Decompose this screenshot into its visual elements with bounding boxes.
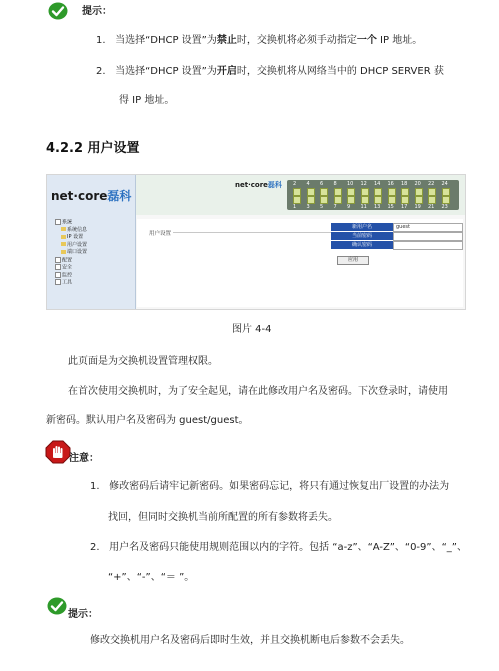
form-field-label: 当前密码 bbox=[331, 232, 393, 240]
switch-port bbox=[442, 188, 450, 196]
switch-port bbox=[361, 196, 369, 204]
text-run-bold: 开启 bbox=[216, 66, 237, 77]
nav-tree-label: 端口设置 bbox=[67, 249, 88, 255]
logo-text: net·core bbox=[235, 181, 268, 189]
tip-item-2-cont: 得 IP 地址。 bbox=[119, 95, 175, 106]
section-heading bbox=[46, 137, 140, 156]
port-number-label: 23 bbox=[441, 204, 448, 210]
switch-port bbox=[293, 196, 301, 204]
item-number: 1. bbox=[90, 481, 100, 492]
switch-port bbox=[320, 188, 328, 196]
port-number-label: 22 bbox=[428, 181, 435, 187]
logo-cn: 磊科 bbox=[107, 189, 132, 203]
figure-caption: 图片 4-4 bbox=[232, 324, 272, 335]
switch-port bbox=[334, 196, 342, 204]
port-number-label: 9 bbox=[347, 204, 351, 210]
page-icon bbox=[61, 227, 66, 231]
switch-port bbox=[307, 188, 315, 196]
nav-tree-item[interactable] bbox=[55, 219, 72, 226]
port-number-label: 19 bbox=[414, 204, 421, 210]
nav-tree-label: 系统 bbox=[62, 219, 73, 226]
port-number-label: 5 bbox=[320, 204, 324, 210]
note-item-1-line-1 bbox=[90, 480, 449, 494]
paragraph-2-line-1: 在首次使用交换机时，为了安全起见，请在此修改用户名及密码。下次登录时，请使用 bbox=[68, 386, 448, 397]
form-field-label: 新用户名 bbox=[331, 223, 393, 231]
form-field-input[interactable]: guest bbox=[393, 223, 463, 232]
switch-port bbox=[415, 188, 423, 196]
note-item-1-line-2: 找回，但同时交换机当前所配置的所有参数将丢失。 bbox=[108, 512, 338, 523]
port-number-label: 6 bbox=[320, 181, 324, 187]
switch-port bbox=[334, 188, 342, 196]
logo-text: net·core bbox=[51, 189, 108, 203]
check-icon bbox=[48, 2, 68, 20]
expand-toggle-icon bbox=[55, 264, 61, 270]
port-number-label: 10 bbox=[347, 181, 354, 187]
expand-toggle-icon bbox=[55, 279, 61, 285]
port-number-label: 16 bbox=[387, 181, 394, 187]
nav-tree-label: 监控 bbox=[62, 272, 73, 278]
port-number-label: 2 bbox=[293, 181, 297, 187]
apply-button[interactable]: 应用 bbox=[337, 256, 369, 265]
switch-port bbox=[388, 188, 396, 196]
figure-sidebar bbox=[47, 175, 136, 309]
figure-header-logo bbox=[235, 180, 285, 194]
text-run: 时，交换机将必须手动指定 bbox=[236, 35, 357, 46]
port-number-label: 1 bbox=[293, 204, 297, 210]
switch-port bbox=[307, 196, 315, 204]
nav-tree-label: 安全 bbox=[62, 264, 73, 271]
switch-port bbox=[293, 188, 301, 196]
switch-port bbox=[347, 188, 355, 196]
nav-tree-item[interactable] bbox=[61, 249, 87, 255]
switch-port bbox=[401, 196, 409, 204]
port-number-label: 8 bbox=[333, 181, 337, 187]
port-number-label: 12 bbox=[360, 181, 367, 187]
nav-tree-label: IP 设置 bbox=[67, 234, 84, 240]
port-number-label: 4 bbox=[306, 181, 310, 187]
text-run: 当选择“DHCP 设置”为 bbox=[115, 66, 217, 77]
port-number-label: 24 bbox=[441, 181, 448, 187]
switch-port bbox=[347, 196, 355, 204]
section-title: 用户设置 bbox=[87, 141, 140, 156]
port-number-label: 18 bbox=[401, 181, 408, 187]
expand-toggle-icon bbox=[55, 272, 61, 278]
page-icon bbox=[61, 250, 66, 254]
tip-label: 提示： bbox=[82, 6, 112, 17]
port-number-label: 11 bbox=[360, 204, 367, 210]
text-run: 用户名及密码只能使用规则范围以内的字符。包括 “a-z”、“A-Z”、“0-9”、“_”、 bbox=[109, 542, 467, 553]
switch-port bbox=[374, 188, 382, 196]
nav-tree-label: 用户设置 bbox=[67, 241, 88, 248]
section-number: 4.2.2 bbox=[46, 141, 84, 156]
text-run: 时，交换机将从网络当中的 DHCP SERVER 获 bbox=[236, 66, 444, 77]
switch-port bbox=[415, 196, 423, 204]
switch-port bbox=[374, 196, 382, 204]
switch-port bbox=[320, 196, 328, 204]
port-number-label: 13 bbox=[374, 204, 381, 210]
text-run: IP 地址。 bbox=[376, 35, 423, 46]
form-field-label: 确认密码 bbox=[331, 241, 393, 249]
tip-item-2 bbox=[96, 65, 444, 79]
port-number-label: 21 bbox=[428, 204, 435, 210]
tip-text: 修改交换机用户名及密码后即时生效，并且交换机断电后参数不会丢失。 bbox=[90, 635, 410, 646]
item-number: 2. bbox=[90, 542, 100, 553]
nav-tree-item[interactable] bbox=[61, 234, 83, 240]
page-icon bbox=[61, 235, 66, 239]
text-run: 当选择“DHCP 设置”为 bbox=[115, 35, 217, 46]
tip-label: 提示： bbox=[68, 609, 98, 620]
tip-item-1 bbox=[96, 34, 422, 48]
nav-tree-item[interactable] bbox=[55, 279, 72, 286]
nav-tree-item[interactable] bbox=[55, 272, 72, 279]
figure-main-panel bbox=[137, 219, 463, 307]
switch-port bbox=[428, 188, 436, 196]
port-number-label: 17 bbox=[401, 204, 408, 210]
user-settings-screenshot bbox=[46, 174, 466, 310]
page-icon bbox=[61, 242, 66, 246]
nav-tree-label: 系统信息 bbox=[67, 226, 88, 233]
text-run-bold: 一个 bbox=[356, 35, 377, 46]
item-number: 2. bbox=[96, 66, 106, 77]
text-run: 修改密码后请牢记新密码。如果密码忘记，将只有通过恢复出厂设置的办法为 bbox=[109, 481, 450, 492]
nav-tree-label: 工具 bbox=[62, 279, 73, 286]
stop-hand-icon bbox=[45, 440, 71, 464]
switch-port bbox=[401, 188, 409, 196]
note-item-2-line-2: “+”、“-”、“＝ ”。 bbox=[108, 572, 195, 583]
nav-tree-item[interactable] bbox=[61, 242, 87, 248]
nav-tree-item[interactable] bbox=[55, 264, 72, 271]
nav-tree-label: 配置 bbox=[62, 257, 73, 263]
logo-cn: 磊科 bbox=[267, 181, 282, 189]
item-number: 1. bbox=[96, 35, 106, 46]
port-number-label: 20 bbox=[414, 181, 421, 187]
group-label: 用户设置 bbox=[149, 231, 172, 237]
note-label: 注意： bbox=[69, 453, 99, 464]
port-number-label: 14 bbox=[374, 181, 381, 187]
check-icon bbox=[47, 597, 67, 615]
form-field-input[interactable] bbox=[393, 232, 463, 241]
text-run-bold: 禁止 bbox=[216, 35, 237, 46]
paragraph-1: 此页面是为交换机设置管理权限。 bbox=[68, 356, 218, 367]
port-number-label: 3 bbox=[306, 204, 310, 210]
switch-port bbox=[442, 196, 450, 204]
nav-tree-item[interactable] bbox=[55, 257, 72, 264]
form-field-input[interactable] bbox=[393, 241, 463, 250]
port-number-label: 7 bbox=[333, 204, 337, 210]
expand-toggle-icon bbox=[55, 219, 61, 225]
switch-port bbox=[361, 188, 369, 196]
port-number-label: 15 bbox=[387, 204, 394, 210]
switch-port bbox=[428, 196, 436, 204]
nav-tree-item[interactable] bbox=[61, 227, 87, 233]
switch-port-panel bbox=[287, 180, 459, 210]
expand-toggle-icon bbox=[55, 257, 61, 263]
note-item-2-line-1 bbox=[90, 541, 467, 555]
paragraph-2-line-2: 新密码。默认用户名及密码为 guest/guest。 bbox=[46, 415, 249, 426]
figure-logo bbox=[51, 187, 131, 204]
switch-port bbox=[388, 196, 396, 204]
